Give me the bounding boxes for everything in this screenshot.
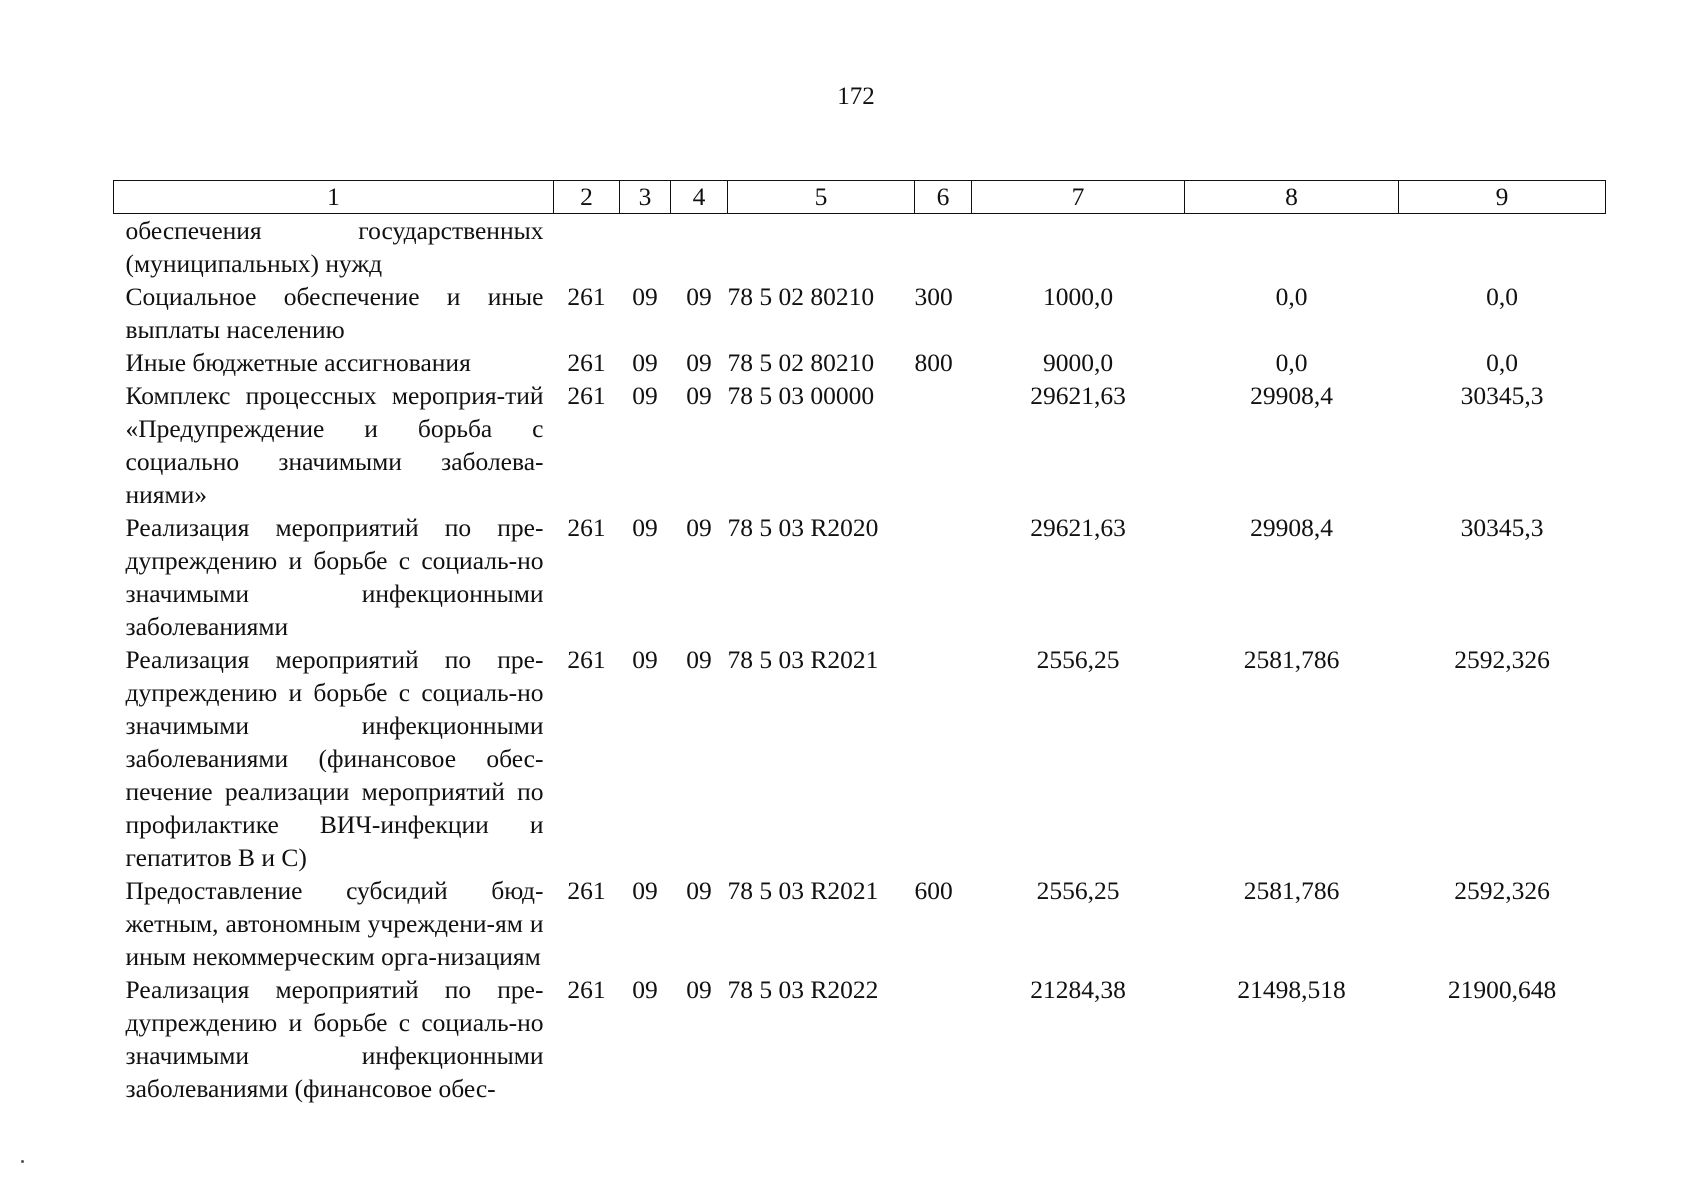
row-amount-col9: 0,0 — [1486, 282, 1518, 311]
row-section — [620, 214, 671, 281]
header-col-2: 2 — [554, 181, 620, 214]
row-subsection: 09 — [686, 282, 712, 311]
row-subsection: 09 — [686, 513, 712, 542]
row-section: 09 — [632, 513, 658, 542]
row-expense-type: 300 — [914, 282, 953, 311]
row-section: 09 — [632, 645, 658, 674]
row-amount-col8: 0,0 — [1275, 348, 1308, 377]
row-amount-col7: 2556,25 — [1036, 645, 1120, 674]
row-expense-type — [915, 511, 972, 643]
row-subsection: 09 — [686, 876, 712, 905]
row-amount-col8: 0,0 — [1275, 282, 1308, 311]
row-subsection: 09 — [686, 381, 712, 410]
header-col-6: 6 — [915, 181, 972, 214]
row-admin-code: 261 — [567, 513, 606, 542]
row-amount-col9: 0,0 — [1486, 348, 1518, 377]
row-expense-type — [915, 214, 972, 281]
row-name: Предоставление субсидий бюд-жетным, автономным учреждени-ям и иным некоммерческим орга-низациям — [125, 876, 544, 971]
page-number: 172 — [837, 83, 875, 110]
row-amount-col8 — [1185, 214, 1399, 281]
row-amount-col8: 2581,786 — [1243, 645, 1340, 674]
row-name: Реализация мероприятий по пре-дупреждению и борьбе с социаль-но значимыми инфекционными заболеваниями (финансовое обес-печение реализации мероприятий по профилактике ВИЧ-инфекции и гепатитов В и С) — [125, 645, 544, 872]
row-target-article — [728, 214, 915, 281]
row-amount-col7: 1000,0 — [1042, 282, 1114, 311]
header-col-1: 1 — [114, 181, 554, 214]
row-amount-col7: 2556,25 — [1036, 876, 1120, 905]
row-subsection — [671, 214, 728, 281]
table-row — [114, 973, 1606, 1105]
table-row — [114, 346, 1606, 379]
table-row — [114, 643, 1606, 874]
header-row — [114, 181, 1606, 214]
row-name: Комплекс процессных мероприя-тий «Предупреждение и борьба с социально значимыми заболева-ниями» — [125, 381, 544, 509]
row-admin-code: 261 — [567, 381, 606, 410]
row-admin-code: 261 — [567, 282, 606, 311]
row-expense-type: 600 — [914, 876, 953, 905]
table-row — [114, 874, 1606, 973]
row-amount-col9: 21900,648 — [1447, 975, 1557, 1004]
row-amount-col9: 2592,326 — [1454, 876, 1550, 905]
row-amount-col9: 30345,3 — [1460, 513, 1544, 542]
row-amount-col7: 21284,38 — [1030, 975, 1126, 1004]
row-subsection: 09 — [686, 348, 712, 377]
table-row — [114, 511, 1606, 643]
row-expense-type — [915, 379, 972, 511]
row-amount-col7: 29621,63 — [1030, 381, 1126, 410]
row-name: Реализация мероприятий по пре-дупреждению и борьбе с социаль-но значимыми инфекционными заболеваниями — [125, 513, 544, 641]
row-section: 09 — [632, 876, 658, 905]
budget-table — [113, 180, 1606, 1105]
row-amount-col8: 29908,4 — [1250, 381, 1333, 410]
table-row — [114, 379, 1606, 511]
row-amount-col9: 2592,326 — [1454, 645, 1550, 674]
row-target-article: 78 5 02 80210 — [727, 348, 875, 377]
row-amount-col7 — [972, 214, 1185, 281]
row-section: 09 — [632, 282, 658, 311]
row-admin-code: 261 — [567, 348, 606, 377]
row-amount-col8: 21498,518 — [1237, 975, 1346, 1004]
row-amount-col7: 29621,63 — [1030, 513, 1126, 542]
row-admin-code — [554, 214, 620, 281]
table-row — [114, 214, 1606, 281]
header-col-5: 5 — [728, 181, 915, 214]
header-col-7: 7 — [972, 181, 1185, 214]
row-target-article: 78 5 02 80210 — [727, 282, 875, 311]
table-row — [114, 280, 1606, 346]
row-name: Реализация мероприятий по пре-дупреждению и борьбе с социаль-но значимыми инфекционными заболеваниями (финансовое обес- — [125, 975, 544, 1103]
row-amount-col8: 29908,4 — [1250, 513, 1333, 542]
row-target-article: 78 5 03 R2021 — [727, 876, 879, 905]
row-expense-type — [915, 643, 972, 874]
row-name: обеспечения государственных (муниципальных) нужд — [125, 216, 544, 278]
row-admin-code: 261 — [567, 876, 606, 905]
header-col-9: 9 — [1399, 181, 1606, 214]
row-expense-type — [915, 973, 972, 1105]
row-admin-code: 261 — [567, 645, 606, 674]
scan-speck — [21, 1160, 24, 1163]
header-col-4: 4 — [671, 181, 728, 214]
row-target-article: 78 5 03 R2020 — [727, 513, 879, 542]
header-col-3: 3 — [620, 181, 671, 214]
row-subsection: 09 — [686, 975, 712, 1004]
row-amount-col7: 9000,0 — [1042, 348, 1114, 377]
row-section: 09 — [632, 975, 658, 1004]
row-name: Иные бюджетные ассигнования — [125, 348, 471, 377]
row-admin-code: 261 — [567, 975, 606, 1004]
row-target-article: 78 5 03 00000 — [727, 381, 875, 410]
row-amount-col8: 2581,786 — [1243, 876, 1340, 905]
header-col-8: 8 — [1185, 181, 1399, 214]
row-subsection: 09 — [686, 645, 712, 674]
row-section: 09 — [632, 348, 658, 377]
row-expense-type: 800 — [914, 348, 953, 377]
row-section: 09 — [632, 381, 658, 410]
row-amount-col9: 30345,3 — [1460, 381, 1544, 410]
row-target-article: 78 5 03 R2021 — [727, 645, 879, 674]
row-target-article: 78 5 03 R2022 — [727, 975, 879, 1004]
row-name: Социальное обеспечение и иные выплаты населению — [125, 282, 544, 344]
row-amount-col9 — [1399, 214, 1606, 281]
